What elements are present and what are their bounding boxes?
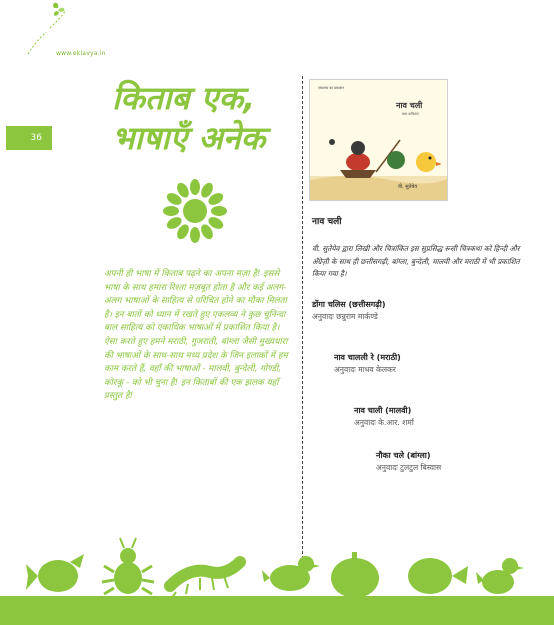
translation-title: नाव चालली रे (मराठी) xyxy=(334,353,401,362)
cover-publisher: एकलव्य का प्रकाशन xyxy=(318,86,344,90)
translation-entry xyxy=(376,450,441,474)
translation-translator: अनुवादः माधव केलकर xyxy=(334,365,396,374)
pumpkin-icon xyxy=(331,552,379,598)
intro-paragraph: अपनी ही भाषा में किताब पढ़ने का अपना मज़ा है! इससे भाषा के साथ हमारा रिश्ता मज़बूत होता है और कई अलग-अलग भाषाओं के साहित्य से परिचित होने का मौका मिलता है। इन बातों को ध्यान में रखते हुए एकलव्य ने कुछ चुनिन्दा बाल साहित्य को एकाधिक भाषाओं में प्रकाशित किया है। ऐसा करते हुए हमने मराठी, गुजराती, बांग्ला जैसी मुख्यधारा की भाषाओं के साथ-साथ मध्य प्रदेश के जिन इलाकों में हम काम करते हैं, वहाँ की भाषाओं - मालवी, बुन्देली, गोण्डी, कोरकू - को भी चुना है! इन किताबों की एक झलक यहाँ प्रस्तुत है! xyxy=(104,269,288,402)
cover-illustration xyxy=(310,80,448,201)
translation-translator: अनुवादः के.आर. शर्मा xyxy=(354,418,414,427)
translation-translator: अनुवादः छन्नुराम मार्कण्डे xyxy=(312,312,378,321)
ground-strip xyxy=(0,596,554,625)
translation-title: नौका चले (बांग्ला) xyxy=(376,451,431,460)
book-description: वी. सुतेयेव द्वारा लिखी और चित्रांकित इस सुप्रसिद्ध रूसी चित्रकथा को हिन्दी और अँग्रेज़ी के साथ ही छत्तीसगढ़ी, बांग्ला, बुन्देली, मालवी और मराठी में भी प्रकाशित किया गया है। xyxy=(312,244,520,278)
translation-translator: अनुवादः टुलटुल बिस्वास xyxy=(376,463,442,472)
column-divider xyxy=(302,76,303,584)
translation-entry xyxy=(354,405,414,429)
book-cover-image xyxy=(309,79,448,201)
cover-subtitle: बाल कविताएं xyxy=(402,112,419,116)
translation-title: नाव चाली (मालवी) xyxy=(354,406,412,415)
caterpillar-icon xyxy=(170,562,240,598)
cover-title: नाव चली xyxy=(396,101,423,110)
bird-icon xyxy=(262,556,320,591)
translation-entry xyxy=(334,352,401,376)
page-number: 36 xyxy=(6,126,52,150)
translation-title: डोंगा चलिस (छत्तीसगढ़ी) xyxy=(312,300,386,309)
bottom-silhouettes xyxy=(0,536,554,600)
site-url[interactable]: www.eklavya.in xyxy=(56,50,106,57)
sun-flower-icon xyxy=(162,178,228,244)
page-title xyxy=(112,78,292,158)
title-line-1: किताब एक, xyxy=(112,79,256,117)
leaf-fish-icon xyxy=(408,558,468,594)
fish-icon xyxy=(26,554,84,592)
book-heading: नाव चली xyxy=(312,217,342,227)
translation-entry xyxy=(312,299,386,323)
cover-author: वी. सुतेयेव xyxy=(398,184,418,190)
bug-icon xyxy=(102,538,154,594)
title-line-2: भाषाएँ अनेक xyxy=(112,119,266,157)
chick-icon xyxy=(476,558,524,594)
